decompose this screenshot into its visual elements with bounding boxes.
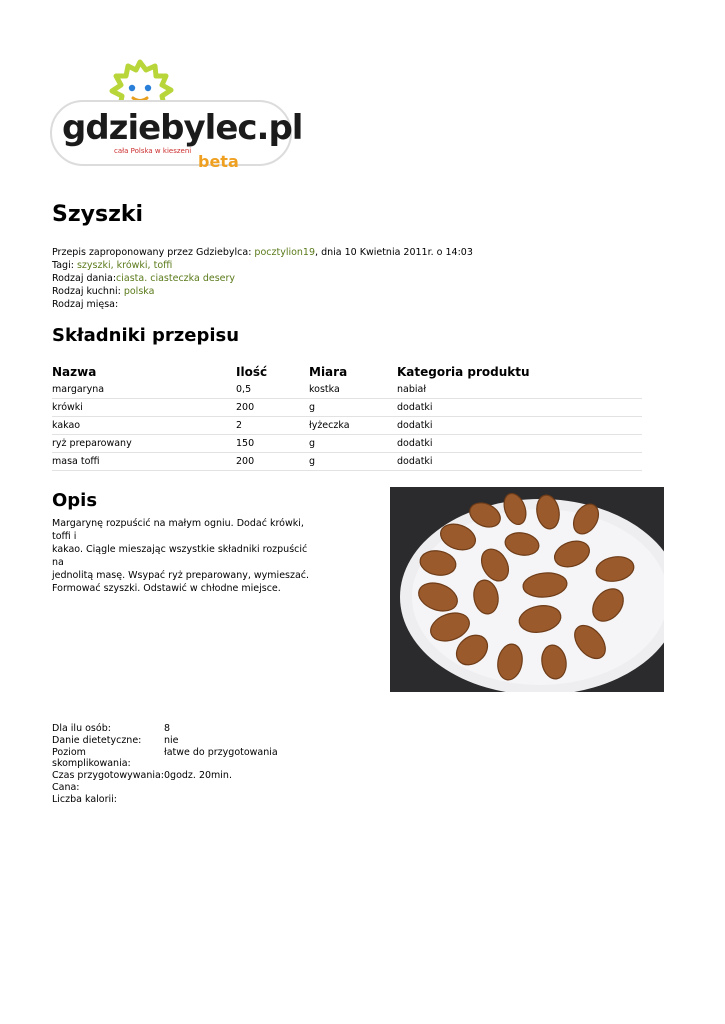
info-label: Liczba kalorii: bbox=[52, 793, 118, 805]
tags-line bbox=[52, 259, 473, 272]
ingredient-name: masa toffi bbox=[52, 453, 236, 471]
cuisine-link[interactable]: polska bbox=[123, 286, 155, 297]
ingredient-unit: g bbox=[309, 453, 397, 471]
logo-wordmark: gdziebylec.pl bbox=[62, 108, 303, 148]
info-value bbox=[164, 782, 278, 794]
ingredient-unit: łyżeczka bbox=[309, 417, 397, 435]
dish-type-line bbox=[52, 272, 473, 285]
info-label: Danie dietetyczne: bbox=[52, 734, 142, 746]
meat-line bbox=[52, 298, 473, 311]
ingredient-name: krówki bbox=[52, 399, 236, 417]
info-row bbox=[52, 782, 278, 794]
recipe-photo bbox=[390, 487, 664, 692]
ingredients-header-row bbox=[52, 363, 642, 381]
ingredient-category: dodatki bbox=[397, 399, 642, 417]
info-label: Poziom skomplikowania: bbox=[52, 746, 131, 770]
ingredients-table bbox=[52, 363, 642, 471]
info-row bbox=[52, 794, 278, 806]
ingredient-category: nabiał bbox=[397, 381, 642, 399]
info-row bbox=[52, 770, 278, 782]
col-header-quantity: Ilość bbox=[236, 365, 268, 379]
description-line: kakao. Ciągle mieszając wszystkie składniki rozpuścić na bbox=[52, 544, 308, 568]
description-line: Formować szyszki. Odstawić w chłodne miejsce. bbox=[52, 583, 281, 594]
info-label: Cana: bbox=[52, 781, 80, 793]
ingredient-quantity: 200 bbox=[236, 399, 309, 417]
ingredient-name: margaryna bbox=[52, 381, 236, 399]
col-header-name: Nazwa bbox=[52, 365, 97, 379]
info-value bbox=[164, 794, 278, 806]
cuisine-line bbox=[52, 285, 473, 298]
recipe-info-table bbox=[52, 723, 278, 806]
ingredient-quantity: 0,5 bbox=[236, 381, 309, 399]
ingredient-unit: kostka bbox=[309, 381, 397, 399]
recipe-meta bbox=[52, 246, 473, 311]
ingredient-name: ryż preparowany bbox=[52, 435, 236, 453]
logo-beta: beta bbox=[198, 152, 239, 171]
ingredient-category: dodatki bbox=[397, 435, 642, 453]
logo-tagline: cała Polska w kieszeni bbox=[114, 147, 192, 155]
info-row bbox=[52, 723, 278, 735]
date-text: , dnia 10 Kwietnia 2011r. o 14:03 bbox=[315, 247, 473, 258]
table-row bbox=[52, 435, 642, 453]
proposed-prefix: Przepis zaproponowany przez Gdziebylca: bbox=[52, 247, 255, 258]
ingredient-quantity: 2 bbox=[236, 417, 309, 435]
info-row bbox=[52, 747, 278, 771]
dish-type-link[interactable]: ciasta. ciasteczka desery bbox=[116, 273, 236, 284]
site-logo[interactable] bbox=[48, 52, 303, 177]
table-row bbox=[52, 453, 642, 471]
tags-label: Tagi: bbox=[52, 260, 77, 271]
cuisine-label: Rodzaj kuchni: bbox=[52, 286, 124, 297]
description-line: Margarynę rozpuścić na małym ogniu. Dodać krówki, toffi i bbox=[52, 518, 304, 542]
info-label: Czas przygotowywania: bbox=[52, 770, 165, 782]
info-value: nie bbox=[164, 734, 179, 746]
info-value: łatwe do przygotowania bbox=[164, 746, 278, 758]
ingredient-quantity: 200 bbox=[236, 453, 309, 471]
info-value: 8 bbox=[164, 723, 171, 734]
table-row bbox=[52, 417, 642, 435]
ingredient-category: dodatki bbox=[397, 453, 642, 471]
recipe-title: Szyszki bbox=[52, 202, 144, 227]
table-row bbox=[52, 381, 642, 399]
ingredient-unit: g bbox=[309, 399, 397, 417]
proposed-by-line bbox=[52, 246, 473, 259]
author-link[interactable]: pocztylion19 bbox=[254, 247, 316, 258]
ingredient-unit: g bbox=[309, 435, 397, 453]
description-heading: Opis bbox=[52, 490, 98, 511]
table-row bbox=[52, 399, 642, 417]
col-header-category: Kategoria produktu bbox=[397, 365, 530, 379]
info-label: Dla ilu osób: bbox=[52, 723, 111, 734]
col-header-unit: Miara bbox=[309, 365, 348, 379]
description-text bbox=[52, 517, 322, 595]
tags-links[interactable]: szyszki, krówki, toffi bbox=[76, 260, 173, 271]
dish-type-label: Rodzaj dania: bbox=[52, 273, 117, 284]
info-row bbox=[52, 735, 278, 747]
info-value: 0godz. 20min. bbox=[164, 770, 232, 782]
ingredient-quantity: 150 bbox=[236, 435, 309, 453]
ingredients-heading: Składniki przepisu bbox=[52, 325, 240, 346]
meat-label: Rodzaj mięsa: bbox=[52, 299, 119, 310]
ingredient-category: dodatki bbox=[397, 417, 642, 435]
ingredient-name: kakao bbox=[52, 417, 236, 435]
description-line: jednolitą masę. Wsypać ryż preparowany, wymieszać. bbox=[52, 570, 310, 581]
